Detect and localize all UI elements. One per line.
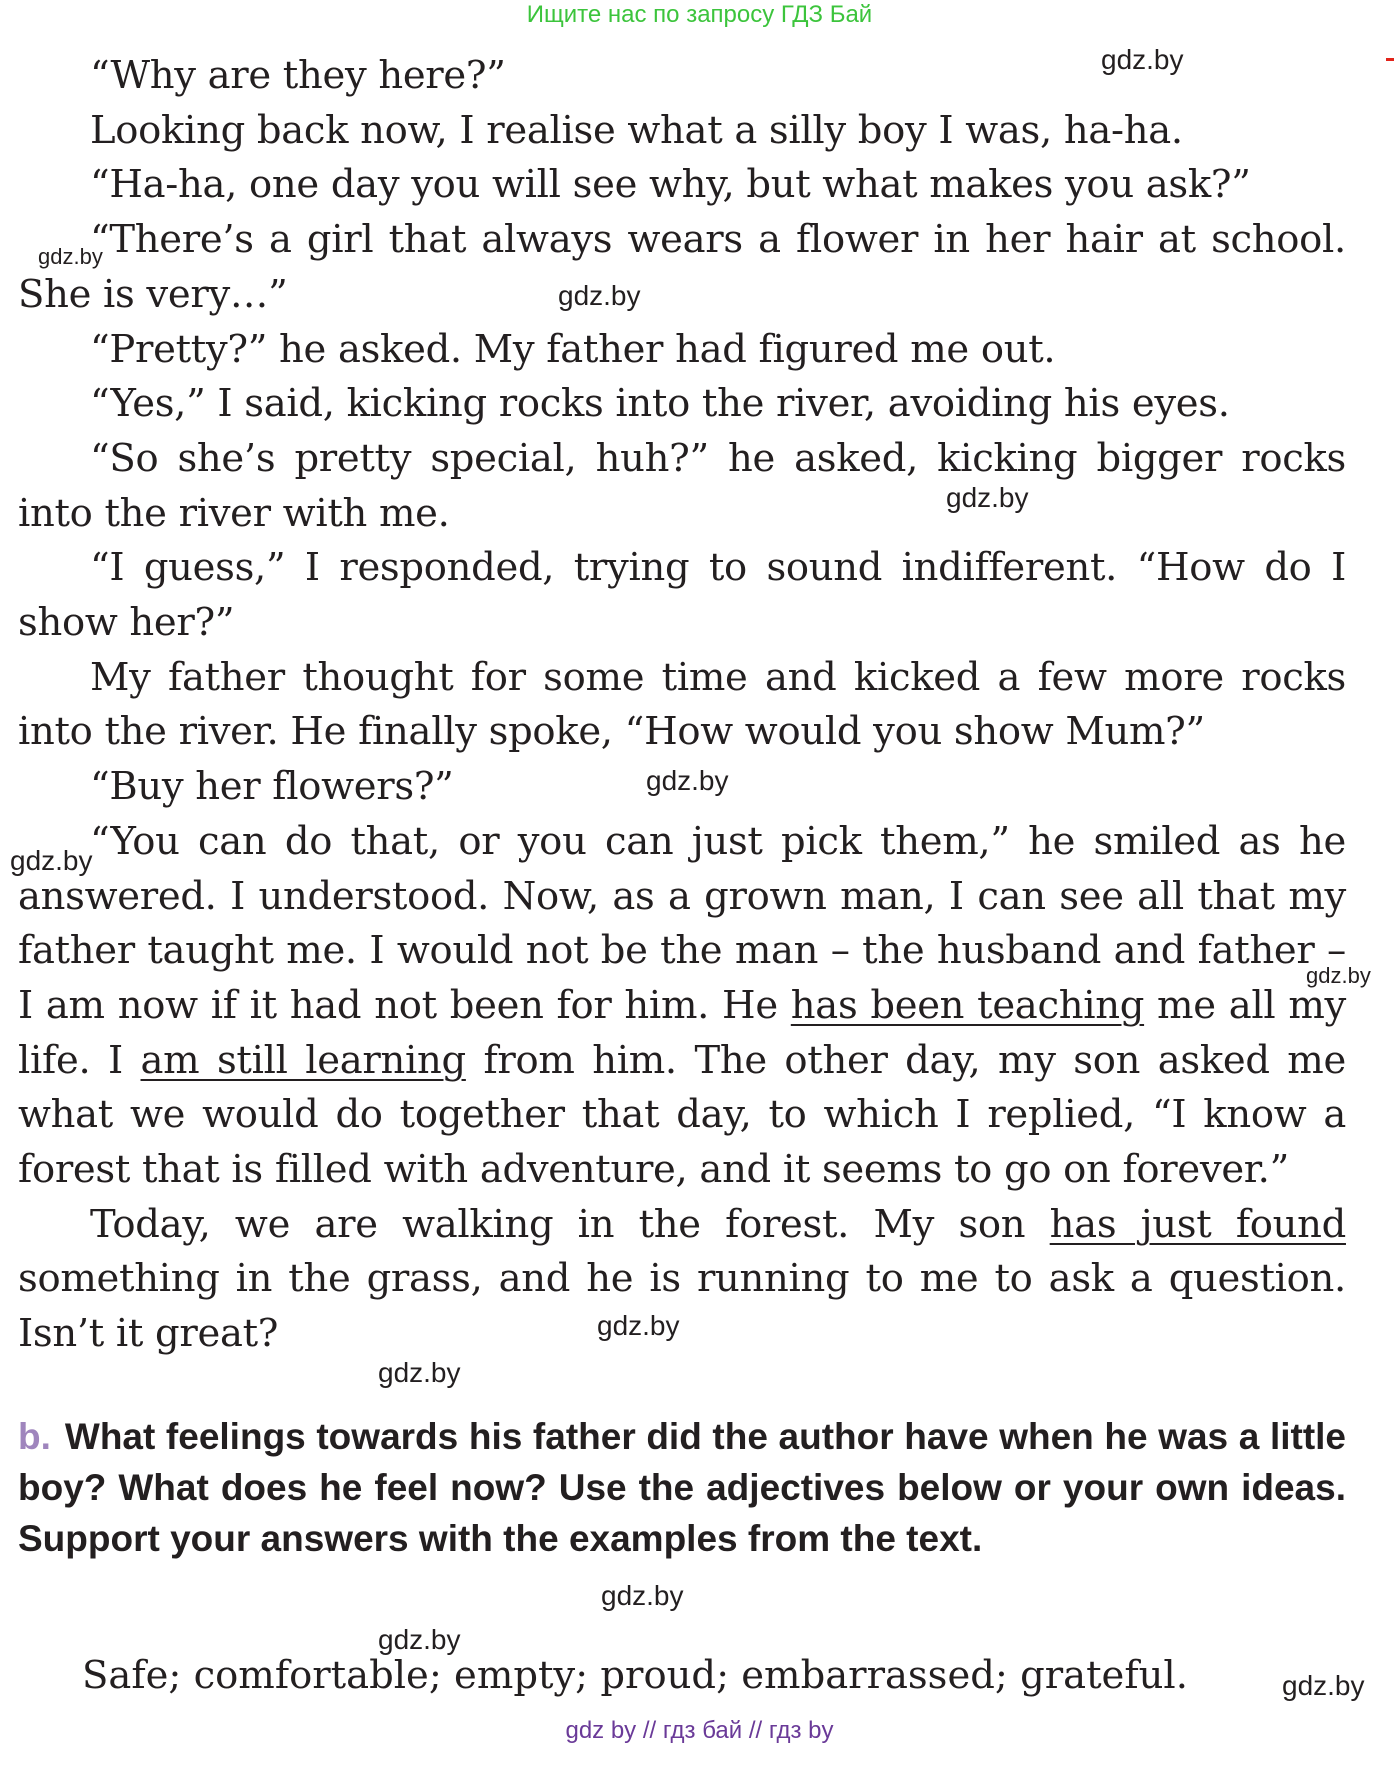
watermark: gdz.by — [601, 1580, 684, 1611]
paragraph-9: My father thought for some time and kicked a few more rocks into the river. He finally spoke, “How would you show Mum?” — [18, 654, 1346, 755]
watermark: gdz.by — [946, 482, 1029, 513]
paragraph-1: “Why are they here?” — [90, 53, 506, 98]
underlined-has-been-teaching: has been teaching — [790, 982, 1145, 1028]
underlined-am-still-learning: am still learning — [140, 1037, 466, 1083]
paragraph-8: “I guess,” I responded, trying to sound indifferent. “How do I show her?” — [18, 545, 1346, 646]
red-mark — [1386, 58, 1394, 61]
watermark: gdz.by — [1101, 44, 1184, 75]
paragraph-2: Looking back now, I realise what a silly boy I was, ha-ha. — [90, 107, 1183, 153]
paragraph-7: “So she’s pretty special, huh?” he asked, kicking bigger rocks into the river with me. — [18, 435, 1346, 536]
paragraph-11 — [18, 815, 1346, 1198]
watermark: gdz.by — [1306, 963, 1371, 988]
watermark: gdz.by — [646, 765, 729, 796]
paragraph-12-part-b: something in the grass, and he is running to me to ask a question. Isn’t it great? — [18, 1256, 1346, 1357]
top-banner: Ищите нас по запросу ГДЗ Бай — [526, 1, 873, 28]
paragraph-10: “Buy her flowers?” — [90, 764, 454, 810]
paragraph-5: “Pretty?” he asked. My father had figured me out. — [90, 326, 1056, 372]
watermark: gdz.by — [378, 1357, 461, 1388]
watermark: gdz.by — [378, 1624, 461, 1655]
watermark: gdz.by — [597, 1310, 680, 1341]
paragraph-12 — [18, 1198, 1346, 1362]
paragraph-11-part-a: “You can do that, or you can just pick them,” he smiled as he answered. I understood. Now, as a grown man, I can see all that my father taught me. I would not be the man – the husband and father – I am now if it had not been for him. He — [18, 818, 1346, 1028]
adjectives-list: Safe; comfortable; empty; proud; embarrassed; grateful. — [82, 1653, 1188, 1698]
paragraph-6: “Yes,” I said, kicking rocks into the river, avoiding his eyes. — [90, 381, 1230, 427]
paragraph-11-part-b: me all my life. I — [18, 982, 1347, 1083]
watermark: gdz.by — [558, 280, 641, 311]
bottom-banner: gdz by // гдз бай // гдз by — [565, 1717, 834, 1744]
underlined-has-just-found: has just found — [1049, 1201, 1346, 1247]
task-letter: b. — [18, 1416, 51, 1457]
paragraph-3: “Ha-ha, one day you will see why, but what makes you ask?” — [90, 162, 1251, 208]
watermark: gdz.by — [1282, 1670, 1365, 1701]
task-b — [18, 1411, 1346, 1564]
watermark: gdz.by — [10, 845, 93, 876]
paragraph-11-part-c: from him. The other day, my son asked me what we would do together that day, to which I replied, “I know a forest that is filled with adventure, and it seems to go on forever.” — [18, 1037, 1346, 1193]
paragraph-12-part-a: Today, we are walking in the forest. My son — [90, 1201, 1050, 1247]
paragraph-4: “There’s a girl that always wears a flower in her hair at school. She is very…” — [18, 217, 1346, 317]
story-text — [18, 49, 1346, 1362]
task-text: What feelings towards his father did the author have when he was a little boy? What does he feel now? Use the adjectives below or your own ideas. Support your answers with the examples from the text. — [18, 1416, 1346, 1559]
watermark: gdz.by — [38, 244, 103, 269]
